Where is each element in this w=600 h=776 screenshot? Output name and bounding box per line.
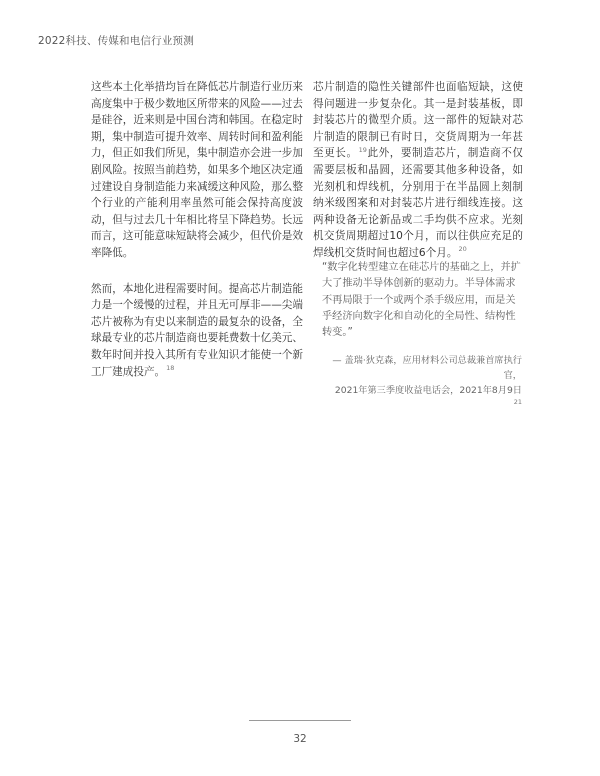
footer-divider [249, 720, 351, 721]
attribution-line-2 [322, 383, 522, 413]
right-paragraph-1-text-a: 芯片制造的隐性关键部件也面临短缺，这使得问题进一步复杂化。其一是封装基板，即封装芯片的微型介质。这一部件的短缺对芯片制造的限制已有时日，交货周期为一年甚至更长。 [313, 81, 523, 160]
footnote-ref-21: 21 [513, 398, 522, 407]
pull-quote [322, 260, 522, 413]
left-paragraph-2 [91, 281, 303, 381]
attribution-line-2-text: 2021年第三季度收益电话会，2021年8月9日 [334, 385, 522, 397]
footnote-ref-18: 18 [166, 363, 175, 372]
page-number: 32 [293, 733, 307, 745]
attribution-line-1: — 盖瑞·狄克森，应用材料公司总裁兼首席执行官， [332, 355, 522, 382]
pull-quote-text: “数字化转型建立在硅芯片的基础之上，并扩大了推动半导体创新的驱动力。半导体需求不再局限于一个或两个杀手级应用，而是关乎经济向数字化和自动化的全局性、结构性转变。” [322, 262, 521, 339]
left-text-column [91, 79, 303, 380]
left-paragraph-2-text: 然而，本地化进程需要时间。提高芯片制造能力是一个缓慢的过程，并且无可厚非——尖端芯片被称为有史以来制造的最复杂的设备，全球最专业的芯片制造商也要耗费数十亿美元、数年时间并投入其所有专业知识才能使一个新工厂建成投产。 [91, 282, 303, 378]
footnote-ref-19: 19 [358, 145, 367, 154]
footnote-ref-20: 20 [458, 245, 467, 254]
left-paragraph-1: 这些本土化举措均旨在降低芯片制造行业历来高度集中于极少数地区所带来的风险——过去是硅谷，近来则是中国台湾和韩国。在稳定时期，集中制造可提升效率、周转时间和盈利能力，但正如我们所见，集中制造亦会进一步加剧风险。按照当前趋势，如果多个地区决定通过建设自身制造能力来减缓这种风险，那么整个行业的产能利用率虽然可能会保持高度波动，但与过去几十年相比将呈下降趋势。长远而言，这可能意味短缺将会减少，但代价是效率降低。 [91, 81, 303, 259]
right-paragraph-1 [313, 79, 523, 262]
pull-quote-attribution [322, 353, 522, 413]
report-header-title: 2022科技、传媒和电信行业预测 [38, 35, 194, 47]
right-text-column [313, 79, 523, 262]
right-paragraph-1-text-b: 此外，要制造芯片，制造商不仅需要层板和晶圆，还需要其他多种设备，如光刻机和焊线机，分别用于在半晶圆上刻制纳米级图案和对封装芯片进行细线连接。这两种设备无论新品或二手均供不应求。光刻机交货周期超过10个月，而以往供应充足的焊线机交货时间也超过6个月。 [313, 147, 524, 259]
